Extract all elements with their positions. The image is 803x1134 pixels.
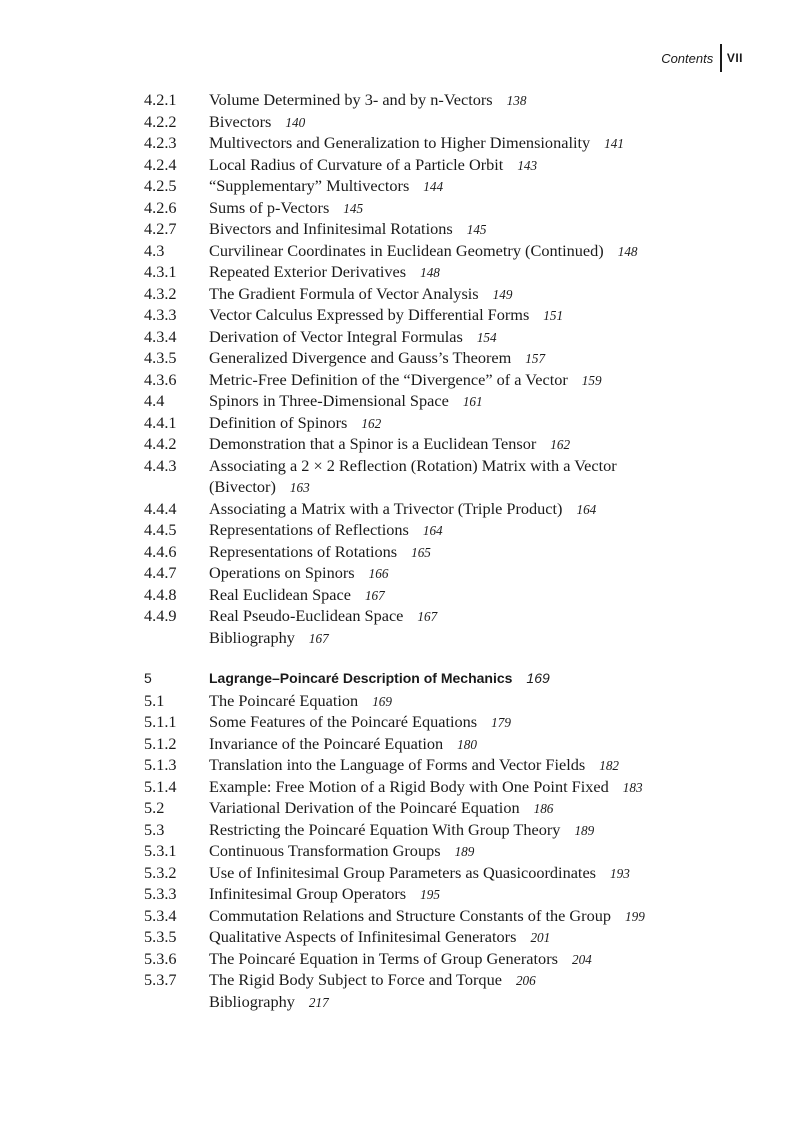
toc-entry[interactable] [0,754,803,776]
toc-entry-title [209,627,719,650]
toc-entry-title [209,883,719,906]
toc-entry-number: 4.3.4 [144,326,177,346]
toc-entry-page-number: 157 [525,351,546,366]
toc-entry-title-text: The Poincaré Equation in Terms of Group Generators [209,948,558,968]
toc-entry-title-text: Continuous Transformation Groups [209,841,441,860]
toc-entry-number: 4.3.6 [144,369,177,389]
toc-entry-number: 4.2.3 [144,133,177,152]
toc-entry[interactable] [0,326,803,348]
toc-entry-title [209,283,719,306]
toc-entry-title [209,197,719,220]
toc-entry-number: 5.3.5 [144,927,177,946]
toc-entry[interactable] [0,948,803,970]
toc-entry-page-number: 169 [372,693,392,709]
toc-entry[interactable] [0,991,803,1013]
toc-entry[interactable] [0,412,803,434]
toc-entry-title [209,541,719,564]
toc-entry-page-number: 148 [617,243,638,259]
toc-entry[interactable] [0,776,803,798]
toc-entry-title [209,991,719,1014]
toc-entry-page-number: 154 [476,329,497,345]
toc-entry-number: 4.4.1 [144,412,177,432]
toc-entry-page-number: 183 [622,779,643,795]
toc-entry-title [209,89,719,112]
toc-entry-page-number: 164 [576,501,597,517]
toc-entry-title [209,154,719,177]
toc-entry-title [209,132,719,155]
toc-entry[interactable] [0,154,803,176]
toc-entry[interactable] [0,562,803,584]
toc-entry-number: 4.4.9 [144,606,177,625]
toc-entry-title [209,668,719,690]
toc-entry-title-text: The Poincaré Equation [209,690,359,710]
toc-entry[interactable] [0,840,803,862]
toc-entry-title [209,498,719,521]
toc-entry-title [209,605,719,628]
section-spacer [0,648,803,668]
toc-entry-title-text: Bivectors [209,111,272,131]
toc-entry[interactable] [0,283,803,305]
toc-entry[interactable] [0,347,803,369]
toc-entry-number: 4.4.5 [144,520,177,539]
toc-entry-page-number: 145 [343,200,364,216]
toc-entry-number: 5.3.4 [144,905,177,925]
toc-entry-page-number: 141 [604,136,624,151]
toc-entry-number: 5.2 [144,798,165,817]
toc-entry-page-number: 195 [420,887,440,902]
toc-entry-title-text: Bibliography [209,627,295,647]
toc-entry-title [209,111,719,134]
toc-entry[interactable] [0,261,803,283]
toc-entry-title-text: Associating a 2 × 2 Reflection (Rotation) Matrix with a Vector [209,455,617,475]
toc-entry-number: 4.3.2 [144,283,177,303]
toc-entry-number: 5.3.7 [144,970,177,989]
toc-entry[interactable] [0,733,803,755]
toc-entry-title [209,218,719,241]
toc-entry-title-text: Bibliography [209,991,295,1011]
toc-entry-title [209,390,719,413]
toc-entry-page-number: 140 [285,114,306,130]
toc-entry-title [209,948,719,971]
toc-entry[interactable] [0,627,803,649]
toc-entry-title [209,326,719,349]
toc-entry-page-number: 159 [581,372,602,388]
toc-entry-title [209,733,719,756]
toc-entry-title [209,347,719,370]
toc-entry-title [209,562,719,585]
toc-entry-title-text: Invariance of the Poincaré Equation [209,733,444,753]
toc-entry[interactable] [0,304,803,326]
toc-entry-title [209,819,719,842]
toc-entry-title-text: Example: Free Motion of a Rigid Body with One Point Fixed [209,776,609,796]
toc-entry-title-text: Real Euclidean Space [209,584,351,604]
toc-entry-title-continuation: (Bivector) [209,477,276,496]
toc-entry-number: 5.3.1 [144,841,177,860]
toc-entry[interactable] [0,390,803,412]
toc-entry[interactable] [0,883,803,905]
toc-entry-title-text: Metric-Free Definition of the “Divergence” of a Vector [209,369,568,389]
toc-entry-page-number: 164 [422,523,443,538]
toc-entry[interactable] [0,519,803,541]
toc-entry-title [209,240,719,263]
toc-entry-number: 5.3.3 [144,884,177,903]
toc-entry-title [209,862,719,885]
running-head-page-number: VII [726,51,743,65]
toc-entry-title-text: Repeated Exterior Derivatives [209,262,407,281]
toc-entry-number: 4.2.6 [144,197,177,217]
toc-entry-number: 4.3.3 [144,305,177,324]
toc-entry-title [209,840,719,863]
toc-entry-title-text: Vector Calculus Expressed by Differential Forms [209,305,530,324]
toc-entry-number: 4.4 [144,391,165,410]
toc-entry-page-number: 162 [550,437,571,452]
toc-entry-title-text: Curvilinear Coordinates in Euclidean Geometry (Continued) [209,240,604,260]
toc-entry-title [209,690,719,713]
toc-entry-title [209,754,719,777]
running-head [661,44,743,72]
toc-entry-title-text: Qualitative Aspects of Infinitesimal Generators [209,927,517,946]
toc-entry-page-number: 144 [423,179,444,194]
toc-entry-title-text: Associating a Matrix with a Trivector (Triple Product) [209,498,563,518]
toc-entry-number: 5.1.2 [144,733,177,753]
toc-entry-page-number: 217 [308,994,329,1010]
toc-entry-page-number: 180 [457,736,477,752]
toc-entry-title-text: The Rigid Body Subject to Force and Torque [209,970,502,989]
toc-entry-page-number: 206 [515,973,536,988]
toc-entry-title-text: Variational Derivation of the Poincaré Equation [209,798,520,817]
toc-entry-page-number: 161 [462,394,483,409]
toc-entry-number: 4.4.8 [144,584,177,604]
toc-entry[interactable] [0,605,803,627]
running-head-rule [720,44,722,72]
toc-entry-number: 5.1.3 [144,755,177,774]
toc-entry-page-number: 179 [491,715,511,730]
toc-entry-title [209,797,719,820]
toc-entry[interactable] [0,541,803,563]
toc-entry-number: 4.4.2 [144,434,177,453]
toc-entry-title [209,519,719,542]
toc-entry-number: 4.3 [144,240,165,260]
toc-entry-page-number: 186 [533,801,554,816]
toc-entry-title [209,304,719,327]
toc-entry[interactable] [0,369,803,391]
toc-entry-title-text: Some Features of the Poincaré Equations [209,712,478,731]
toc-entry-title [209,926,719,949]
toc-entry-number: 5.1 [144,690,165,710]
toc-entry-page-number: 167 [417,609,438,624]
toc-entry[interactable] [0,498,803,520]
toc-entry[interactable] [0,711,803,733]
toc-entry[interactable] [0,89,803,111]
toc-entry-title-text: Derivation of Vector Integral Formulas [209,326,463,346]
toc-entry-title-text: The Gradient Formula of Vector Analysis [209,283,479,303]
running-head-label: Contents [661,50,714,66]
toc-entry-title-text: Infinitesimal Group Operators [209,884,407,903]
toc-entry-title-text: Lagrange–Poincaré Description of Mechanics [209,670,513,686]
toc-entry[interactable] [0,690,803,712]
toc-entry[interactable] [0,111,803,133]
toc-entry-title-text: Definition of Spinors [209,412,348,432]
toc-entry-page-number: 201 [530,930,551,945]
toc-entry[interactable] [0,132,803,154]
toc-entry-title-text: Multivectors and Generalization to Higher Dimensionality [209,133,591,152]
toc-entry[interactable] [0,175,803,197]
toc-entry-title-text: Use of Infinitesimal Group Parameters as Quasicoordinates [209,862,597,882]
toc-entry-number: 4.4.3 [144,455,177,475]
toc-entry-page-number: 151 [543,308,564,323]
toc-entry[interactable] [0,797,803,819]
toc-entry-number: 4.4.7 [144,563,177,582]
toc-entry-title-text: Real Pseudo-Euclidean Space [209,606,404,625]
toc-entry-title-text: Local Radius of Curvature of a Particle Orbit [209,154,504,174]
toc-entry-title-text: Representations of Reflections [209,520,409,539]
toc-entry-page-number: 167 [364,587,385,603]
toc-entry-number: 4.2.4 [144,154,177,174]
toc-entry-title-text: Generalized Divergence and Gauss’s Theorem [209,348,512,367]
toc-entry[interactable] [0,969,803,991]
toc-entry-page-number: 165 [411,544,431,560]
toc-entry-page-number: 204 [571,951,592,967]
toc-entry-page-number: 143 [517,157,538,173]
toc-entry-page-number: 167 [308,630,329,646]
toc-entry-title [209,776,719,799]
toc-entry-number: 4.2.5 [144,176,177,195]
toc-entry-number: 5.3.6 [144,948,177,968]
toc-entry-number: 5 [144,670,152,686]
toc-entry-title [209,905,719,928]
toc-entry-title [209,584,719,607]
toc-entry-title-text: Sums of p-Vectors [209,197,330,217]
toc-entry-title [209,369,719,392]
toc-chapter-entry[interactable] [0,668,803,690]
toc-entry-title-text: Demonstration that a Spinor is a Euclidean Tensor [209,434,537,453]
toc-entry-page-number: 149 [492,286,513,302]
toc-entry-title [209,455,719,499]
toc-entry-page-number: 145 [466,222,487,237]
toc-entry-title-text: Operations on Spinors [209,563,355,582]
toc-entry-page-number: 166 [368,566,389,581]
toc-entry[interactable] [0,197,803,219]
toc-entry-title-text: Spinors in Three-Dimensional Space [209,391,449,410]
toc-entry-number: 5.3 [144,819,165,839]
toc-entry-title-text: Bivectors and Infinitesimal Rotations [209,219,453,238]
toc-entry-number: 4.3.1 [144,262,177,281]
toc-entry-page-number: 163 [289,480,310,495]
toc-entry-page-number: 148 [420,265,440,280]
toc-entry-title [209,433,719,456]
toc-entry-number: 4.2.1 [144,90,177,109]
toc-entry-number: 4.2.2 [144,111,177,131]
toc-entry-page-number: 199 [625,908,645,924]
toc-entry-page-number: 193 [610,865,630,881]
toc-entry[interactable] [0,455,803,498]
toc-entry[interactable] [0,433,803,455]
toc-entry-number: 4.3.5 [144,348,177,367]
toc-entry[interactable] [0,240,803,262]
toc-entry[interactable] [0,862,803,884]
toc-entry-number: 4.4.6 [144,541,177,561]
toc-entry-title [209,261,719,284]
toc-entry-title-text: Translation into the Language of Forms and Vector Fields [209,755,586,774]
toc-entry-number: 5.1.4 [144,776,177,796]
toc-entry-title [209,969,719,992]
table-of-contents [0,89,803,1012]
toc-entry-number: 4.2.7 [144,219,177,238]
toc-entry[interactable] [0,584,803,606]
toc-entry-number: 5.3.2 [144,862,177,882]
toc-entry[interactable] [0,905,803,927]
toc-entry-number: 4.4.4 [144,498,177,518]
toc-entry-title [209,711,719,734]
toc-entry-title-text: “Supplementary” Multivectors [209,176,410,195]
toc-entry-page-number: 169 [526,670,550,686]
toc-entry-title [209,175,719,198]
toc-entry-page-number: 189 [454,844,475,859]
toc-entry-title-text: Commutation Relations and Structure Constants of the Group [209,905,612,925]
toc-entry[interactable] [0,819,803,841]
toc-entry-title-text: Volume Determined by 3- and by n-Vectors [209,90,493,109]
toc-entry-title-text: Restricting the Poincaré Equation With Group Theory [209,819,561,839]
toc-entry-page-number: 182 [599,758,620,773]
toc-entry[interactable] [0,218,803,240]
toc-entry-page-number: 138 [506,93,527,108]
toc-entry-page-number: 162 [361,415,382,431]
toc-entry-page-number: 189 [574,822,595,838]
toc-entry-number: 5.1.1 [144,712,177,731]
toc-entry[interactable] [0,926,803,948]
toc-entry-title-text: Representations of Rotations [209,541,398,561]
toc-entry-title [209,412,719,435]
